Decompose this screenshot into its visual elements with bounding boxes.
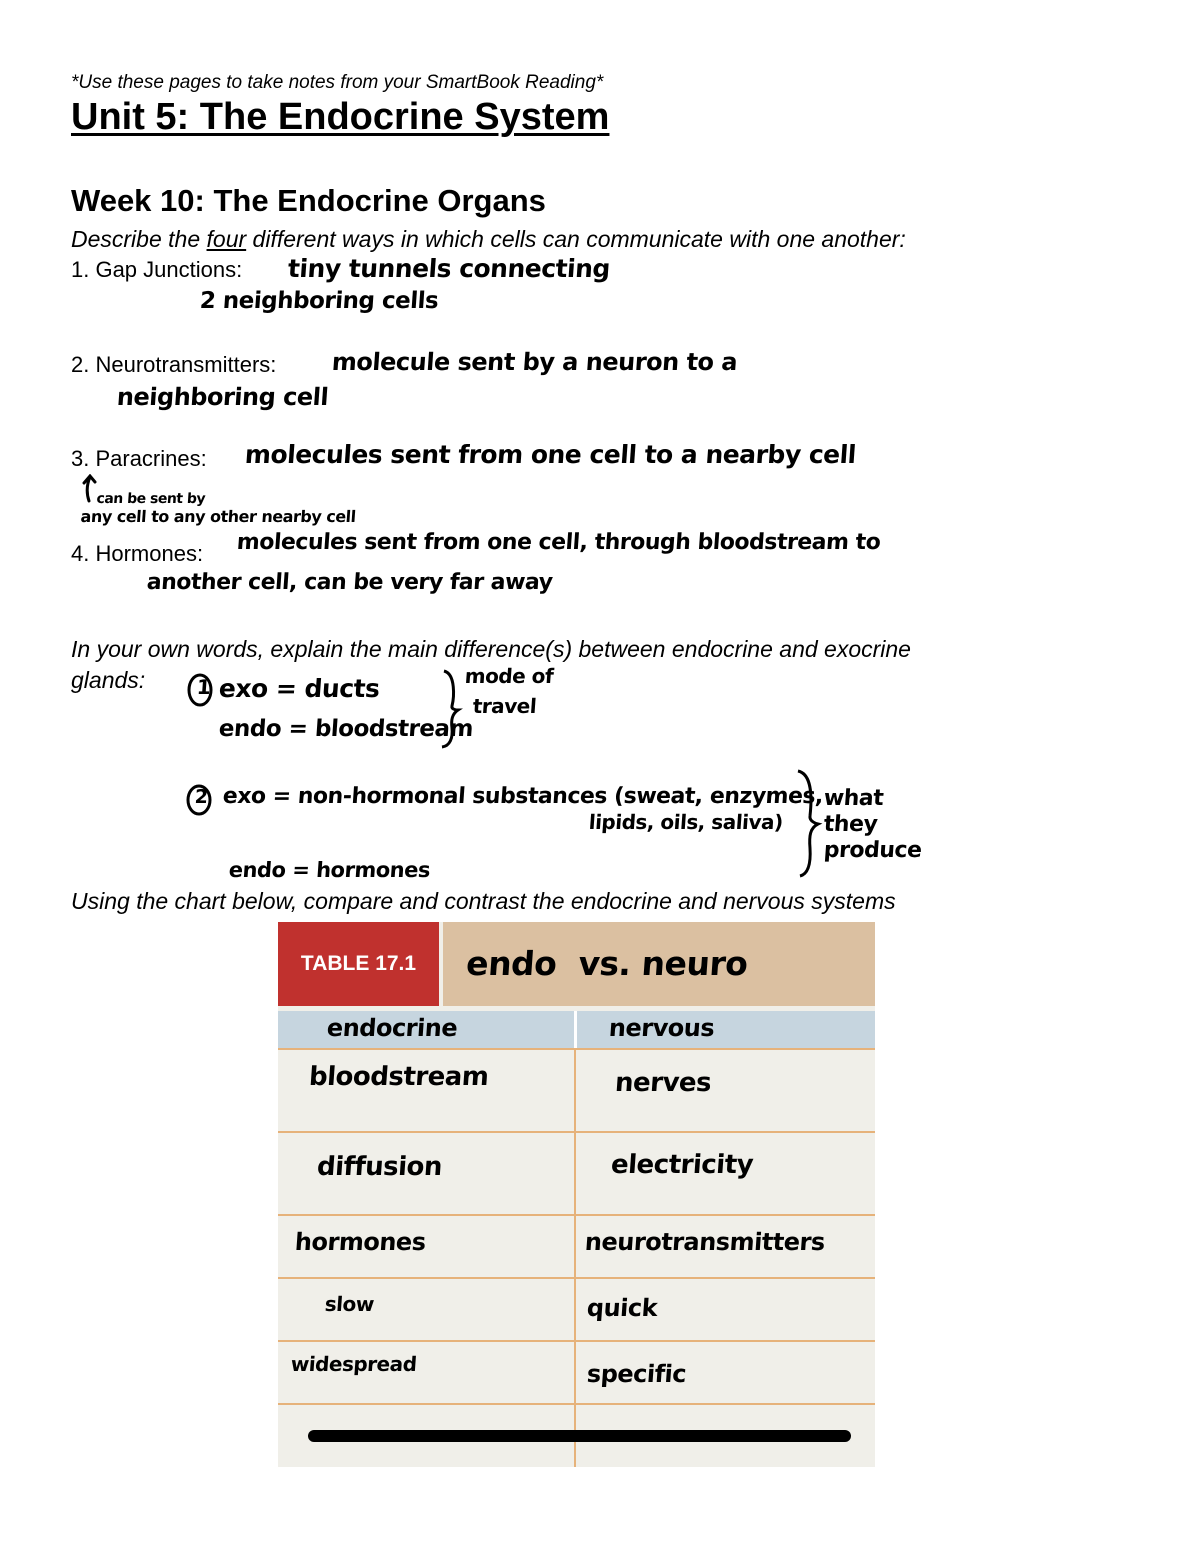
prompt-text: Describe the xyxy=(71,226,207,252)
item-gap-junctions-answer: tiny tunnels connecting xyxy=(287,254,611,283)
table-row-divider xyxy=(278,1048,875,1050)
glands-prompt: In your own words, explain the main difference(s) between endocrine and exocrine xyxy=(71,636,911,662)
table-cell-endocrine: hormones xyxy=(294,1228,427,1256)
table-cell-endocrine: diffusion xyxy=(316,1152,444,1182)
item-paracrines-answer: molecules sent from one cell to a nearby cell xyxy=(244,440,857,469)
point-2-note: what xyxy=(823,786,885,811)
table-cell-endocrine: slow xyxy=(324,1292,375,1316)
comparison-table xyxy=(278,922,875,1467)
table-column-divider xyxy=(574,1011,576,1467)
prompt-text: different ways in which cells can communicate with one another: xyxy=(246,226,906,252)
point-2-exo: lipids, oils, saliva) xyxy=(588,810,784,834)
table-row-divider xyxy=(278,1277,875,1279)
table-cell-nervous: specific xyxy=(586,1360,688,1388)
table-cell-endocrine: bloodstream xyxy=(308,1062,490,1092)
table-row-divider xyxy=(278,1214,875,1216)
week-title: Week 10: The Endocrine Organs xyxy=(71,183,546,218)
column-header-nervous: nervous xyxy=(608,1014,716,1042)
item-gap-junctions-label: 1. Gap Junctions: xyxy=(71,257,243,282)
point-2-exo: exo = non-hormonal substances (sweat, enzymes, xyxy=(222,784,824,809)
item-hormones-label: 4. Hormones: xyxy=(71,541,204,566)
point-1-number: 1 xyxy=(196,675,212,699)
brace-icon xyxy=(438,668,464,750)
point-1-note: travel xyxy=(472,694,538,718)
table-title: endo vs. neuro xyxy=(465,944,749,983)
table-cell-nervous: quick xyxy=(586,1294,659,1322)
table-title-area xyxy=(443,922,875,1006)
table-row-divider xyxy=(278,1131,875,1133)
table-row-divider xyxy=(278,1403,875,1405)
column-header-endocrine: endocrine xyxy=(326,1014,459,1042)
table-cell-nervous: neurotransmitters xyxy=(584,1228,826,1256)
point-1-endo: endo = bloodstream xyxy=(218,716,474,742)
redaction-bar xyxy=(308,1430,851,1442)
item-neurotransmitters-answer: molecule sent by a neuron to a xyxy=(331,348,739,376)
table-label: TABLE 17.1 xyxy=(278,922,439,1006)
point-2-note: they xyxy=(823,812,879,837)
prompt-underlined-word: four xyxy=(206,226,247,252)
compare-prompt: Using the chart below, compare and contrast the endocrine and nervous systems xyxy=(71,888,896,914)
item-hormones-answer: another cell, can be very far away xyxy=(146,570,554,595)
communication-prompt xyxy=(71,226,906,253)
item-neurotransmitters-label: 2. Neurotransmitters: xyxy=(71,352,277,377)
point-1-note: mode of xyxy=(464,664,555,688)
item-paracrines-label: 3. Paracrines: xyxy=(71,446,207,471)
paracrines-side-note: can be sent by xyxy=(96,491,206,507)
instruction-note: *Use these pages to take notes from your SmartBook Reading* xyxy=(71,72,604,93)
point-2-endo: endo = hormones xyxy=(228,858,431,882)
table-cell-nervous: nerves xyxy=(614,1068,713,1098)
table-row-divider xyxy=(278,1340,875,1342)
item-hormones-answer: molecules sent from one cell, through bloodstream to xyxy=(236,530,882,555)
point-2-note: produce xyxy=(823,838,923,863)
table-cell-endocrine: widespread xyxy=(290,1352,418,1376)
table-column-divider xyxy=(574,1011,577,1048)
item-neurotransmitters-answer: neighboring cell xyxy=(116,383,330,411)
unit-title: Unit 5: The Endocrine System xyxy=(71,96,610,138)
point-2-number: 2 xyxy=(194,786,209,808)
item-gap-junctions-answer: 2 neighboring cells xyxy=(199,288,440,314)
glands-prompt: glands: xyxy=(71,667,146,693)
table-cell-nervous: electricity xyxy=(610,1150,755,1180)
point-1-exo: exo = ducts xyxy=(218,674,381,703)
paracrines-side-note: any cell to any other nearby cell xyxy=(80,507,357,526)
brace-icon xyxy=(794,768,824,880)
